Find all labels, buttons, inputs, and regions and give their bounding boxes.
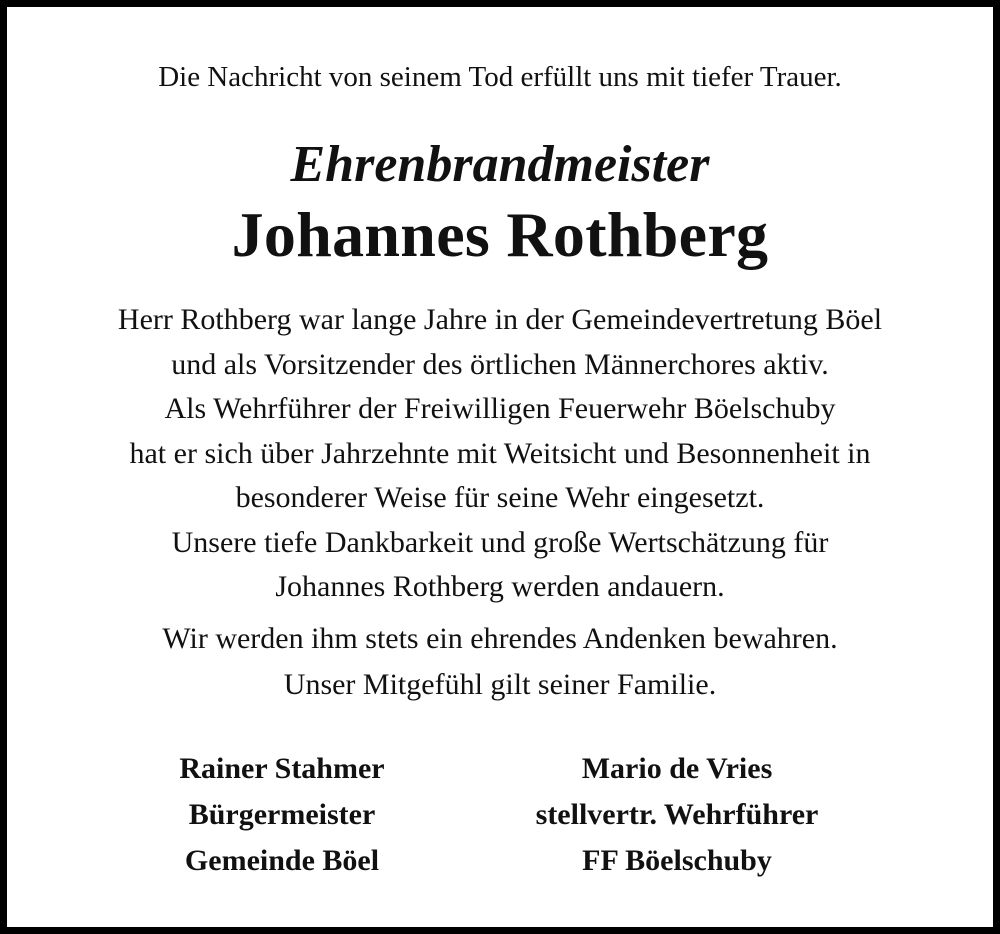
signatory-right [527,746,827,884]
closing-line: Unser Mitgefühl gilt seiner Familie. [283,668,717,701]
tribute-line: und als Vorsitzender des örtlichen Männerchores aktiv. [171,347,829,381]
tribute-line: Herr Rothberg war lange Jahre in der Gemeindevertretung Böel [117,303,883,336]
signatory-title: stellvertr. Wehrführer [535,798,819,831]
intro-line: Die Nachricht von seinem Tod erfüllt uns mit tiefer Trauer. [158,61,842,93]
tribute-line: besonderer Weise für seine Wehr eingesetzt. [235,481,765,514]
tribute-line: Als Wehrführer der Freiwilligen Feuerwehr Böelschuby [164,392,836,425]
tribute-line: Unsere tiefe Dankbarkeit und große Wertschätzung für [171,525,829,559]
signatory-name: Rainer Stahmer [179,752,385,785]
signatory-title: Bürgermeister [188,798,376,831]
signatory-left [137,746,427,884]
tribute-text [7,298,993,610]
signatory-organization: Gemeinde Böel [184,844,380,877]
signatory-name: Mario de Vries [581,752,773,785]
tribute-line: hat er sich über Jahrzehnte mit Weitsicht und Besonnenheit in [129,436,871,470]
deceased-name: Johannes Rothberg [231,199,769,270]
closing-text [7,616,993,708]
tribute-line: Johannes Rothberg werden andauern. [275,570,725,603]
honorific-title: Ehrenbrandmeister [290,136,710,193]
signatory-organization: FF Böelschuby [582,844,772,877]
closing-line: Wir werden ihm stets ein ehrendes Andenken bewahren. [162,622,838,655]
